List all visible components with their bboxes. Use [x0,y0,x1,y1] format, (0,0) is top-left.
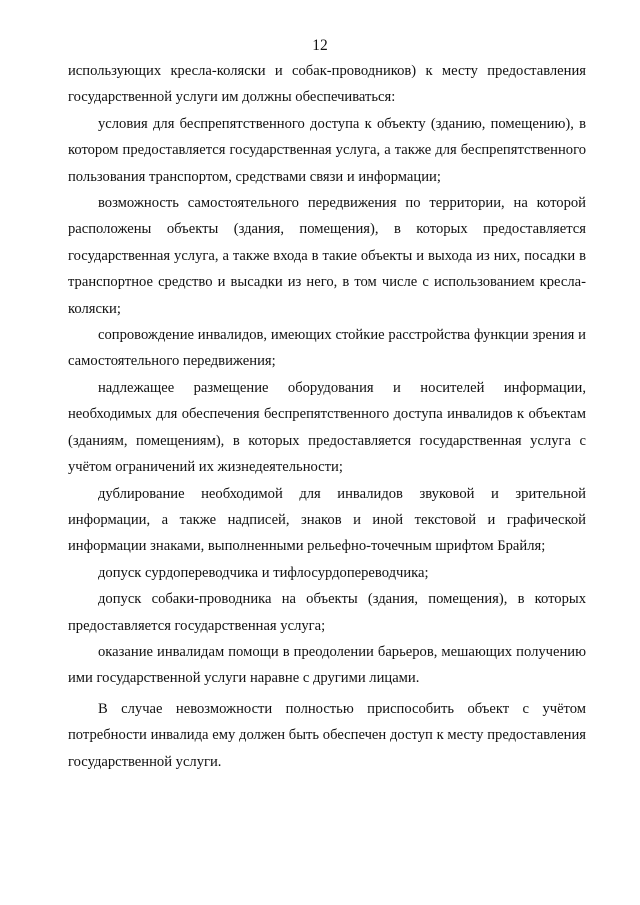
paragraph-sign-interpreter: допуск сурдопереводчика и тифлосурдопереводчика; [98,564,429,581]
paragraph-escort: сопровождение инвалидов, имеющих стойкие расстройства функции зрения и самостоятельного передвижения; [68,327,586,370]
page-number: 12 [312,37,328,54]
paragraph-movement: возможность самостоятельного передвижения по территории, на которой расположены объекты (здания, помещения), в которых предоставляется государственная услуга, а также входа в такие объекты и выхода из них, посадки в транспортное средство и высадки из него, в том числе с использованием кресла-коляски; [68,195,586,317]
paragraph-guide-dog: допуск собаки-проводника на объекты (здания, помещения), в которых предоставляется государственная услуга; [68,591,586,634]
paragraph-equipment-placement: надлежащее размещение оборудования и носителей информации, необходимых для обеспечения беспрепятственного доступа инвалидов к объектам (зданиям, помещениям), в которых предоставляется государственная услуга с учётом ограничений их жизнедеятельности; [68,379,586,476]
paragraph-access-conditions: условия для беспрепятственного доступа к объекту (зданию, помещению), в котором предоставляется государственная услуга, а также для беспрепятственного пользования транспортом, средствами связи и информации; [68,115,586,185]
paragraph-impossibility: В случае невозможности полностью приспособить объект с учётом потребности инвалида ему должен быть обеспечен доступ к месту предоставления государственной услуги. [68,700,586,770]
paragraph-assistance: оказание инвалидам помощи в преодолении барьеров, мешающих получению ими государственной услуги наравне с другими лицами. [68,643,586,687]
document-body [68,58,586,775]
paragraph-duplication: дублирование необходимой для инвалидов звуковой и зрительной информации, а также надписей, знаков и иной текстовой и графической информации знаками, выполненными рельефно-точечным шрифтом Брайля; [68,485,586,555]
paragraph-continuation: использующих кресла-коляски и собак-проводников) к месту предоставления государственной услуги им должны обеспечиваться: [68,63,586,106]
